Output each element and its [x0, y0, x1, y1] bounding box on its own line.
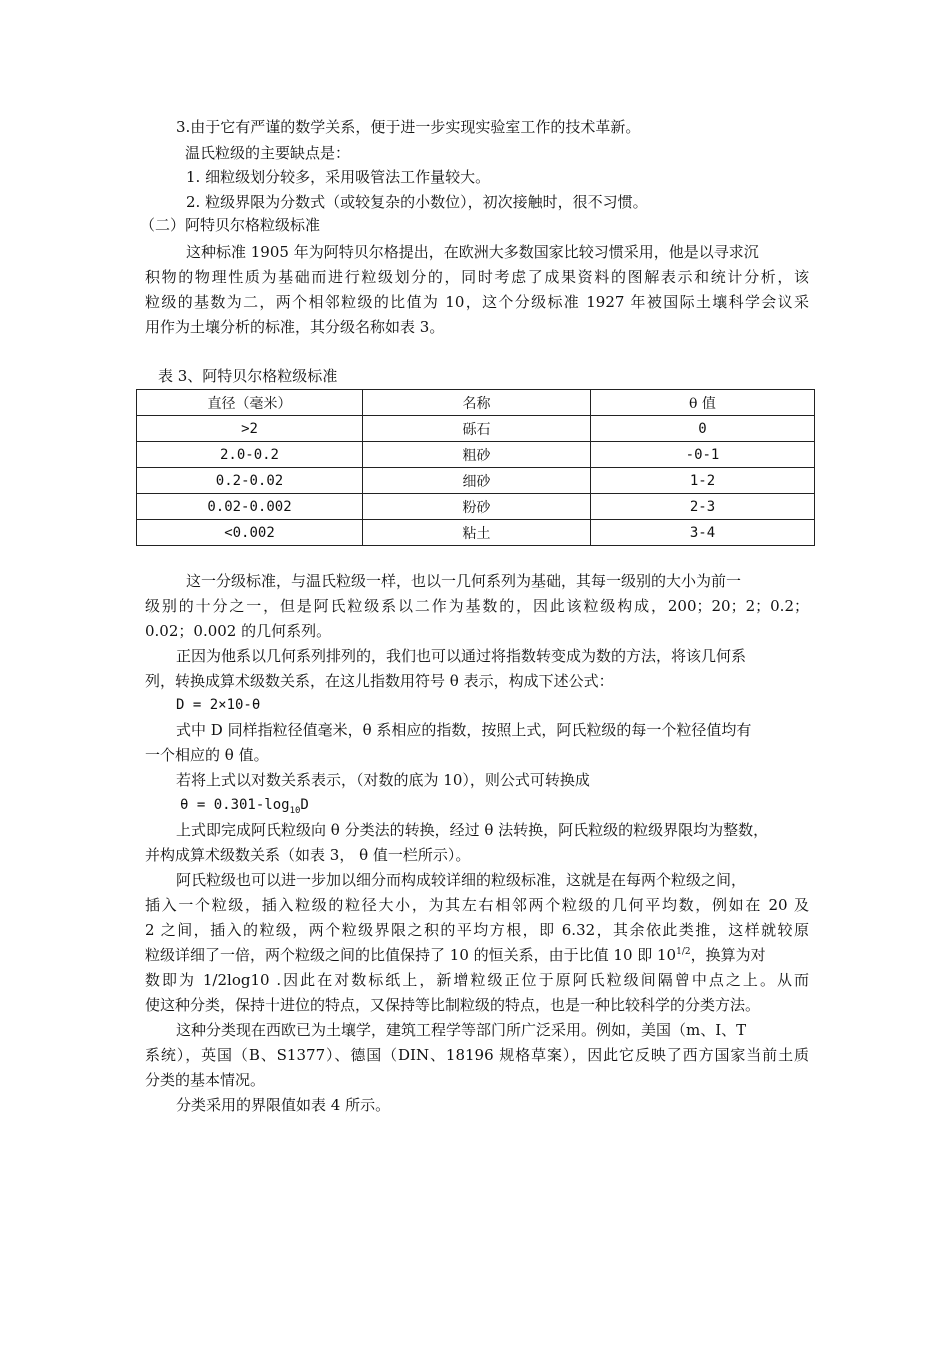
table-row: [137, 442, 815, 468]
cell-theta: 2-3: [591, 494, 815, 520]
cell-theta: -0-1: [591, 442, 815, 468]
cell-diameter: <0.002: [137, 520, 363, 546]
section-heading: （二）阿特贝尔格粒级标准: [140, 216, 321, 234]
table-row: [137, 520, 815, 546]
para9-line: 分类采用的界限值如表 4 所示。: [176, 1096, 391, 1114]
table-row: [137, 416, 815, 442]
cell-diameter: >2: [137, 416, 363, 442]
cell-name: 粗砂: [363, 442, 591, 468]
para7-line: 数即为 1/2log10 .因此在对数标纸上，新增粒级正位于原阿氏粒级间隔曾中点之上。从而: [145, 971, 809, 989]
exponent: 1/2: [676, 947, 691, 957]
flaws-heading: 温氏粒级的主要缺点是：: [185, 144, 351, 162]
cell-diameter: 2.0-0.2: [137, 442, 363, 468]
cell-diameter: 0.02-0.002: [137, 494, 363, 520]
cell-name: 砾石: [363, 416, 591, 442]
formula-2-subscript: 10: [289, 805, 301, 816]
cell-diameter: 0.2-0.02: [137, 468, 363, 494]
para1-line: 粒级的基数为二，两个相邻粒级的比值为 10，这个分级标准 1927 年被国际土壤科学会议采: [145, 293, 809, 311]
formula-2-rhs: D: [300, 797, 309, 813]
cell-name: 粘土: [363, 520, 591, 546]
para7-line: 使这种分类，保持十进位的特点，又保持等比制粒级的特点，也是一种比较科学的分类方法。: [145, 996, 761, 1014]
cell-theta: 3-4: [591, 520, 815, 546]
table-row: [137, 468, 815, 494]
para3-line: 正因为他系以几何系列排列的，我们也可以通过将指数转变成为数的方法，将该几何系: [176, 647, 747, 665]
para7-line: [145, 945, 766, 965]
cell-theta: 1-2: [591, 468, 815, 494]
formula-1: D = 2×10-θ: [176, 697, 261, 713]
para3-line: 列，转换成算术级数关系，在这儿指数用符号 θ 表示，构成下述公式：: [145, 672, 614, 690]
para2-line: 这一分级标准，与温氏粒级一样，也以一几何系列为基础，其每一级别的大小为前一: [186, 572, 742, 590]
header-diameter: 直径（毫米）: [137, 390, 363, 416]
cell-name: 细砂: [363, 468, 591, 494]
para8-line: 这种分类现在西欧已为土壤学，建筑工程学等部门所广泛采用。例如，美国（m、I、T: [176, 1021, 747, 1039]
para4-line: 式中 D 同样指粒径值毫米，θ 系相应的指数，按照上式，阿氏粒级的每一个粒径值均有: [176, 721, 752, 739]
table-row: [137, 494, 815, 520]
para4-line: 一个相应的 θ 值。: [145, 746, 269, 764]
para1-line: 用作为土壤分析的标准，其分级名称如表 3。: [145, 318, 445, 336]
advantage-item-3: 3.由于它有严谨的数学关系，便于进一步实现实验室工作的技术革新。: [176, 118, 641, 136]
para8-line: 分类的基本情况。: [145, 1071, 266, 1089]
table-caption: 表 3、阿特贝尔格粒级标准: [158, 367, 338, 385]
para7-line-4a: 粒级详细了一倍，两个粒级之间的比值保持了 10 的恒关系，由于比值 10 即 10: [145, 946, 677, 964]
para5-line: 若将上式以对数关系表示，（对数的底为 10），则公式可转换成: [176, 771, 590, 789]
para7-line: 2 之间，插入的粒级，两个粒级界限之积的平均方根，即 6.32，其余依此类推，这样就较原: [145, 921, 809, 939]
flaw-item-2: 2. 粒级界限为分数式（或较复杂的小数位），初次接触时，很不习惯。: [186, 193, 648, 211]
para7-line: 阿氏粒级也可以进一步加以细分而构成较详细的粒级标准，这就是在每两个粒级之间，: [176, 871, 747, 889]
cell-name: 粉砂: [363, 494, 591, 520]
para8-line: 系统），英国（B、S1377）、德国（DIN、18196 规格草案），因此它反映了西方国家当前土质: [145, 1046, 809, 1064]
header-name: 名称: [363, 390, 591, 416]
para7-line: 插入一个粒级，插入粒级的粒径大小，为其左右相邻两个粒级的几何平均数，例如在 20 及: [145, 896, 809, 914]
grain-size-table: [136, 389, 815, 546]
para6-line: 并构成算术级数关系（如表 3， θ 值一栏所示）。: [145, 846, 471, 864]
flaw-item-1: 1. 细粒级划分较多，采用吸管法工作量较大。: [186, 168, 491, 186]
para1-line: 这种标准 1905 年为阿特贝尔格提出，在欧洲大多数国家比较习惯采用，他是以寻求沉: [186, 243, 759, 261]
formula-2-lhs: θ = 0.301-log: [180, 797, 290, 813]
para7-line-4b: ，换算为对: [690, 946, 766, 964]
para2-line: 0.02；0.002 的几何系列。: [145, 622, 332, 640]
formula-2: [180, 795, 309, 815]
cell-theta: 0: [591, 416, 815, 442]
para2-line: 级别的十分之一，但是阿氏粒级系以二作为基数的，因此该粒级构成，200；20；2；0.2；: [145, 597, 809, 615]
header-theta: θ 值: [591, 390, 815, 416]
para6-line: 上式即完成阿氏粒级向 θ 分类法的转换，经过 θ 法转换，阿氏粒级的粒级界限均为整数，: [176, 821, 769, 839]
table-header-row: [137, 390, 815, 416]
para1-line: 积物的物理性质为基础而进行粒级划分的，同时考虑了成果资料的图解表示和统计分析，该: [145, 268, 809, 286]
